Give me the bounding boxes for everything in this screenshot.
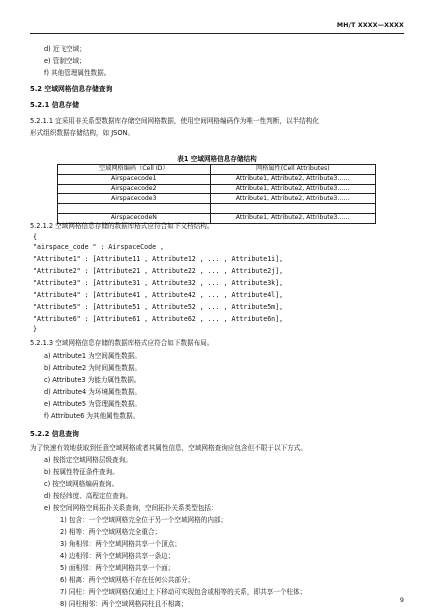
list-item: f) Attribute6 为其他属性数据。 [44, 412, 140, 420]
header-rule [30, 33, 404, 34]
table-row [58, 204, 376, 214]
table-cell: Attribute1, Attribute2, Attribute3…… [210, 174, 375, 184]
paragraph-line: 形式组织数据存储结构，如 JSON。 [30, 129, 135, 137]
document-code-header: MH/T XXXX—XXXX [336, 22, 404, 29]
sub-list-item: 1) 包含：一个空域网格完全位于另一个空域网格的内部； [60, 516, 228, 524]
code-line: { [33, 233, 37, 241]
table-cell: Attribute1, Attribute2, Attribute3…… [210, 194, 375, 204]
sub-list-item: 8) 同柱相邻：两个空域网格同柱且不相离； [60, 600, 188, 608]
page-number: 9 [399, 596, 404, 604]
table-cell: Attribute1, Attribute2, Attribute3…… [210, 213, 375, 223]
list-item: b) Attribute2 为时间属性数据。 [44, 364, 142, 372]
sub-list-item: 2) 相等：两个空域网格完全重合； [60, 528, 162, 536]
table-cell: Airspacecode1 [58, 174, 211, 184]
list-item: a) Attribute1 为空间属性数据。 [44, 352, 141, 360]
sub-list-item: 3) 角相邻：两个空域网格共享一个顶点； [60, 540, 181, 548]
section-heading-5-2: 5.2 空域网格信息存储查询 [30, 85, 113, 93]
list-item: c) Attribute3 为能力属性数据。 [44, 376, 141, 384]
table-row [58, 184, 376, 194]
table-cell: AirspacecodeN [58, 213, 211, 223]
table-cell: Airspacecode3 [58, 194, 211, 204]
paragraph-line: 为了快速有效地获取到任意空域网格或者其属性信息，空域网格查询应包含但不限于以下方式。 [30, 444, 307, 452]
list-item: c) 按空域网格编码查询。 [44, 480, 119, 488]
paragraph-line: 5.2.1.2 空域网格信息存储的数据库格式应符合如下文档结构。 [30, 222, 214, 230]
table-cell: Attribute1, Attribute2, Attribute3…… [210, 184, 375, 194]
section-heading-5-2-2: 5.2.2 信息查询 [30, 430, 79, 438]
list-item: e) 按空间网格空间拓扑关系查询，空间拓扑关系类型包括： [44, 504, 218, 512]
table-row [58, 194, 376, 204]
table-caption: 表1 空域网格信息存储结构 [177, 155, 257, 163]
sub-list-item: 4) 边相邻：两个空域网格共享一条边； [60, 552, 175, 560]
code-line: "Attribute6" : [Attribute61 , Attribute62 , ... , Attribute6n], [33, 315, 284, 323]
table-header-row [58, 165, 376, 175]
code-line: "Attribute3" : [Attribute31 , Attribute32 , ... , Attribute3k], [33, 279, 284, 287]
code-line: "airspace_code " : AirspaceCode , [33, 243, 165, 251]
table-row [58, 174, 376, 184]
storage-structure-table [57, 164, 376, 224]
code-line: "Attribute5" : [Attribute51 , Attribute52 , ... , Attribute5m], [33, 303, 284, 311]
column-header: 空域网格编码（Cell ID） [58, 165, 211, 175]
paragraph-line: 5.2.1.3 空域网格信息存储的数据库格式应符合如下数据布局。 [30, 339, 214, 347]
list-item: f) 其他管理属性数据。 [44, 69, 111, 77]
sub-list-item: 7) 同柱：两个空域网格仅通过上下移动可实现包含或相等的关系，即共享一个柱体； [60, 588, 307, 596]
list-item: d) 按经纬度、高程定位查询。 [44, 492, 132, 500]
list-item: e) Attribute5 为管理属性数据。 [44, 400, 141, 408]
column-header: 网格属性(Cell Attributes) [210, 165, 375, 175]
paragraph-line: 5.2.1.1 宜采用非关系型数据库存储空间网格数据，使用空间网格编码作为唯一性判断，以半结构化 [30, 117, 319, 125]
list-item: a) 按指定空域网格层级查询。 [44, 456, 132, 464]
table-cell: Airspacecode2 [58, 184, 211, 194]
list-item: e) 管制空域； [44, 57, 86, 65]
list-item: b) 按属性特征条件查询。 [44, 468, 119, 476]
sub-list-item: 5) 面相邻：两个空域网格共享一个面； [60, 564, 175, 572]
code-line: "Attribute1" : [Attribute11 , Attribute12 , ... , Attribute1i], [33, 255, 284, 263]
code-line: "Attribute2" : [Attribute21 , Attribute22 , ... , Attribute2j], [33, 267, 284, 275]
code-line: } [33, 325, 37, 333]
table-cell [58, 204, 211, 214]
list-item: d) 近飞空域； [44, 45, 86, 53]
section-heading-5-2-1: 5.2.1 信息存储 [30, 101, 79, 109]
list-item: d) Attribute4 为环境属性数据。 [44, 388, 142, 396]
sub-list-item: 6) 相离：两个空域网格不存在任何公共部分； [60, 576, 195, 584]
table-cell [210, 204, 375, 214]
code-line: "Attribute4" : [Attribute41 , Attribute42 , ... , Attribute4l], [33, 291, 284, 299]
